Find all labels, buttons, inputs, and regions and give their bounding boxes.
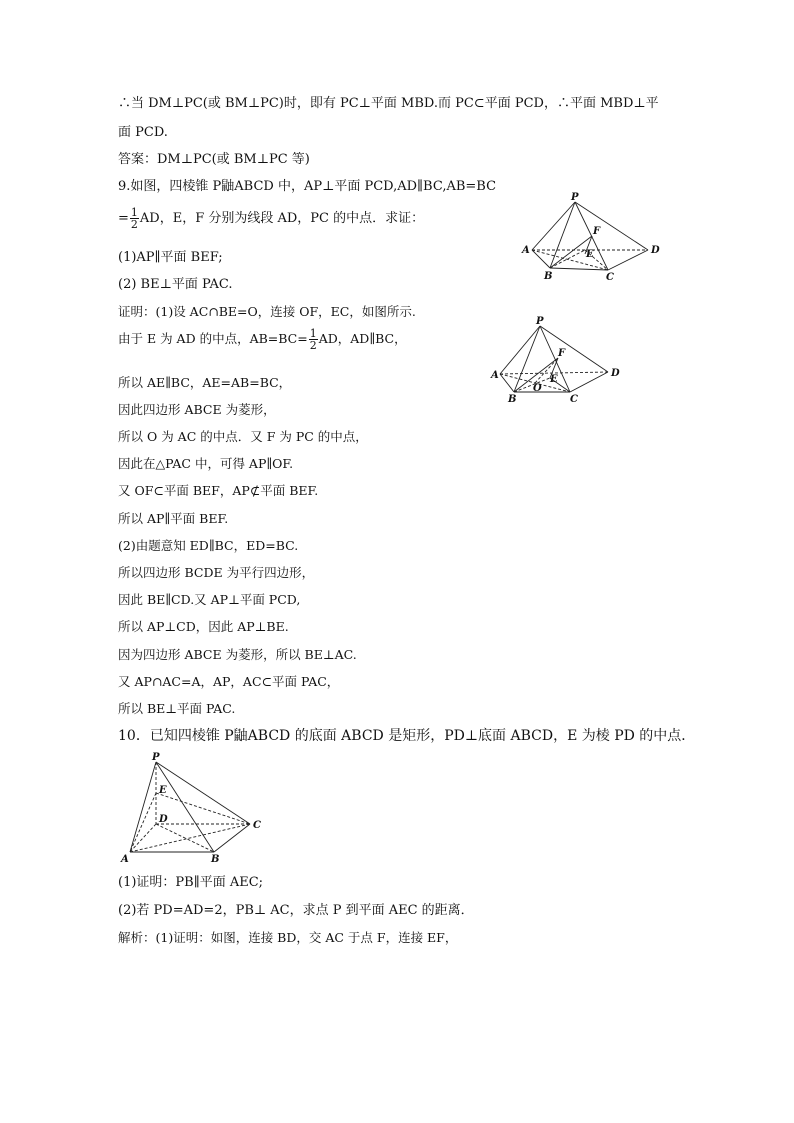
proof-line-6: 因此在△PAC 中，可得 AP∥OF. — [118, 456, 294, 471]
fraction-one-half — [130, 207, 139, 230]
proof-line-13: 因为四边形 ABCE 为菱形，所以 BE⊥AC. — [118, 647, 357, 662]
fig2-label-d: D — [611, 368, 620, 379]
fig1-label-b: B — [544, 271, 553, 282]
problem-9-part-2: (2) BE⊥平面 PAC. — [118, 277, 233, 292]
proof-line-5: 所以 O 为 AC 的中点．又 F 为 PC 的中点， — [118, 429, 368, 444]
proof-line-14: 又 AP∩AC=A，AP，AC⊂平面 PAC， — [118, 674, 340, 689]
fig2-label-o: O — [533, 383, 542, 394]
fraction-one-half-2 — [309, 328, 318, 351]
mid-prefix: 由于 E 为 AD 的中点，AB=BC= — [118, 331, 308, 346]
fig1-label-c: C — [606, 272, 614, 283]
proof-line-4: 因此四边形 ABCE 为菱形， — [118, 402, 276, 417]
fraction-denominator-2: 2 — [309, 339, 317, 352]
given-suffix: AD，E，F 分别为线段 AD，PC 的中点．求证： — [139, 211, 425, 226]
fig2-label-c: C — [570, 394, 578, 405]
fig2-label-p: P — [536, 316, 544, 327]
proof-line-9: (2)由题意知 ED∥BC，ED=BC. — [118, 538, 299, 553]
proof-line-3: 所以 AE∥BC，AE=AB=BC， — [118, 375, 292, 390]
proof-line-7: 又 OF⊂平面 BEF，AP⊄平面 BEF. — [118, 483, 319, 498]
problem-10-part-1: (1)证明：PB∥平面 AEC; — [118, 875, 264, 890]
fraction-numerator-2: 1 — [309, 327, 317, 340]
text-line-1: ∴当 DM⊥PC(或 BM⊥PC)时，即有 PC⊥平面 MBD.而 PC⊂平面 PCD，∴平面 MBD⊥平 — [118, 96, 659, 111]
pyramid-figure-3 — [118, 752, 268, 867]
problem-9-given — [118, 206, 424, 232]
proof-line-12: 所以 AP⊥CD，因此 AP⊥BE. — [118, 619, 289, 634]
fig3-label-p: P — [152, 752, 160, 763]
fig3-label-a: A — [121, 854, 129, 865]
proof-line-8: 所以 AP∥平面 BEF. — [118, 511, 229, 526]
problem-10-part-2: (2)若 PD=AD=2，PB⊥ AC，求点 P 到平面 AEC 的距离． — [118, 903, 474, 918]
fig1-label-e: E — [586, 249, 594, 260]
problem-9-title: 9.如图，四棱锥 P鼬ABCD 中，AP⊥平面 PCD,AD∥BC,AB=BC — [118, 179, 497, 194]
fig1-label-p: P — [571, 192, 579, 203]
proof-line-11: 因此 BE∥CD.又 AP⊥平面 PCD, — [118, 592, 301, 607]
fig3-label-d: D — [159, 814, 168, 825]
fraction-denominator: 2 — [130, 218, 138, 231]
text-line-2: 面 PCD. — [118, 125, 168, 140]
fig1-label-a: A — [522, 245, 530, 256]
fig2-label-f: F — [558, 348, 566, 359]
fig3-label-e: E — [159, 785, 167, 796]
fig2-label-a: A — [491, 370, 499, 381]
proof-line-1: 证明：(1)设 AC∩BE=O，连接 OF，EC，如图所示. — [118, 304, 416, 319]
proof-line-10: 所以四边形 BCDE 为平行四边形， — [118, 565, 315, 580]
mid-suffix: AD，AD∥BC， — [318, 331, 407, 346]
proof-line-15: 所以 BE⊥平面 PAC. — [118, 701, 236, 716]
fig2-label-b: B — [508, 394, 517, 405]
pyramid-figure-2 — [488, 316, 628, 406]
given-prefix: = — [118, 211, 129, 226]
problem-9-part-1: (1)AP∥平面 BEF; — [118, 250, 223, 265]
proof-line-2 — [118, 326, 407, 352]
answer-line: 答案：DM⊥PC(或 BM⊥PC 等) — [118, 152, 310, 167]
problem-10-title: 10．已知四棱锥 P鼬ABCD 的底面 ABCD 是矩形，PD⊥底面 ABCD，E 为棱 PD 的中点． — [118, 728, 696, 744]
fig3-label-c: C — [253, 820, 261, 831]
fig3-label-b: B — [211, 854, 220, 865]
fig2-label-e: E — [550, 374, 558, 385]
fig1-label-d: D — [651, 245, 660, 256]
fig1-label-f: F — [593, 226, 601, 237]
solution-line-1: 解析：(1)证明：如图，连接 BD，交 AC 于点 F，连接 EF， — [118, 930, 458, 945]
fraction-numerator: 1 — [130, 206, 138, 219]
pyramid-figure-1 — [520, 190, 670, 283]
